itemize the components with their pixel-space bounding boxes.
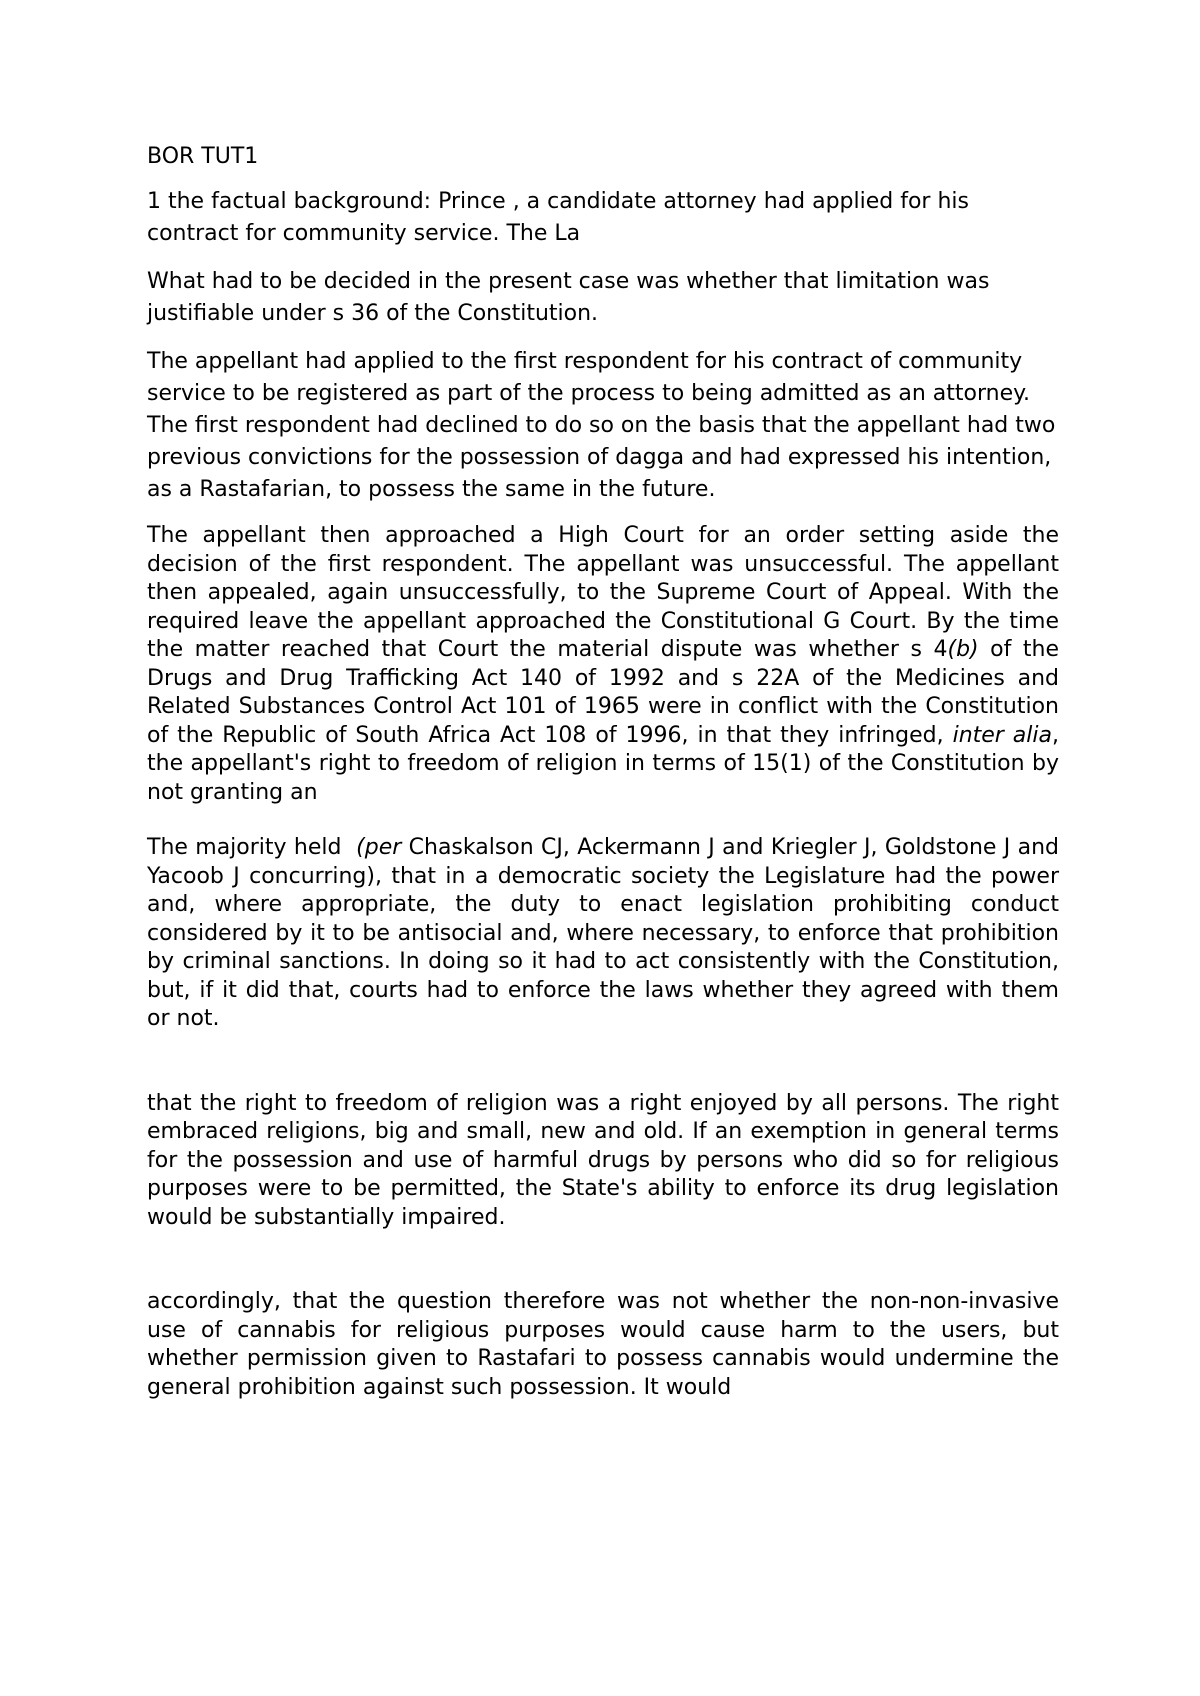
paragraph-majority-held-text-2: Chaskalson CJ, Ackermann J and Kriegler J, Goldstone J and Yacoob J concurring), that in a democratic society the Legislature had the power and, where appropriate, the duty to enact legislation prohibiting conduct considered by it to be antisocial and, where necessary, to enforce that prohibition by criminal sanctions. In doing so it had to act consistently with the Constitution, but, if it did that, courts had to enforce the laws whether they agreed with them or not. (147, 835, 1067, 1031)
paragraph-procedural-history-text-2: of the Drugs and Drug Trafficking Act 140 of 1992 and s 22A of the Medicines and Related Substances Control Act 101 of 1965 were in conflict with the Constitution of the Republic of South Africa Act 108 of 1996, in that they infringed, (147, 637, 1059, 748)
paragraph-majority-held-text-1: The majority held (147, 835, 357, 860)
paragraph-majority-held-italic: (per (356, 835, 402, 860)
document-title: BOR TUT1 (147, 144, 259, 169)
paragraph-procedural-history-text-1: The appellant then approached a High Court for an order setting aside the decision of the first respondent. The appellant was unsuccessful. The appellant then appealed, again unsuccessfully, to the Supreme Court of Appeal. With the required leave the appellant approached the Constitutional G Court. By the time the matter reached that Court the material dispute was whether s 4 (147, 523, 1059, 662)
paragraph-appellant-application: The appellant had applied to the first respondent for his contract of community service to be registered as part of the process to being admitted as an attorney. The first respondent had declined to do so on the basis that the appellant had two previous convictions for the possession of dagga and had expressed his intention, as a Rastafarian, to possess the same in the future. (147, 349, 1056, 502)
paragraph-conclusion: accordingly, that the question therefore was not whether the non-non-invasive use of cannabis for religious purposes would cause harm to the users, but whether permission given to Rastafari to possess cannabis would undermine the general prohibition against such possession. It would (147, 1289, 1059, 1400)
paragraph-procedural-history (147, 522, 1059, 807)
paragraph-majority-held (147, 834, 1067, 1034)
document-page (147, 140, 1067, 1402)
paragraph-question: What had to be decided in the present case was whether that limitation was justifiable under s 36 of the Constitution. (147, 269, 990, 326)
paragraph-procedural-history-italic-1: (b) (947, 637, 979, 662)
paragraph-factual-background: 1 the factual background: Prince , a candidate attorney had applied for his contract for community service. The La (147, 189, 969, 246)
paragraph-procedural-history-text-3: , the appellant's right to freedom of religion in terms of 15(1) of the Constitution by not granting an (147, 722, 1059, 805)
paragraph-procedural-history-italic-2: inter alia (952, 722, 1052, 748)
paragraph-freedom-of-religion: that the right to freedom of religion was a right enjoyed by all persons. The right embraced religions, big and small, new and old. If an exemption in general terms for the possession and use of harmful drugs by persons who did so for religious purposes were to be permitted, the State's ability to enforce its drug legislation would be substantially impaired. (147, 1090, 1059, 1230)
